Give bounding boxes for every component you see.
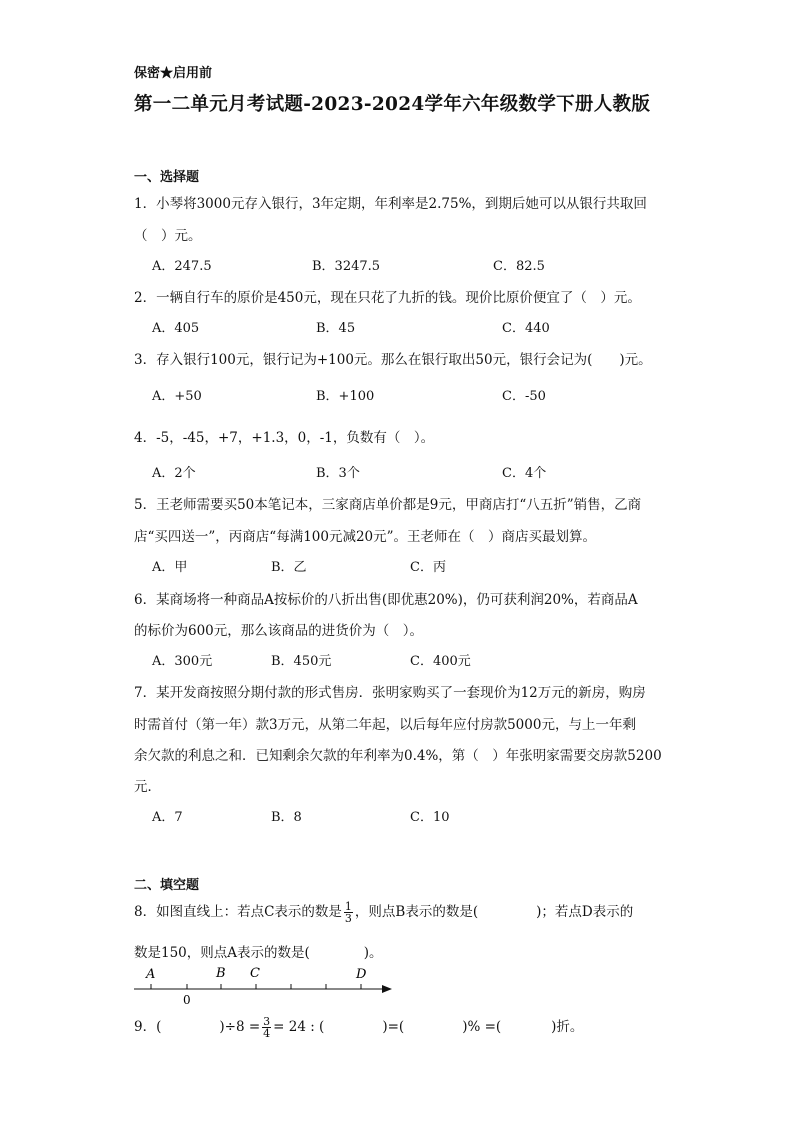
- q4-option-b[interactable]: B．3个: [316, 466, 360, 481]
- q5-option-c[interactable]: C．丙: [410, 560, 446, 575]
- q6-option-b[interactable]: B．450元: [271, 654, 332, 669]
- q7-text-line3: 余欠款的利息之和．已知剩余欠款的年利率为0.4%，第（ ）年张明家需要交房款5200: [134, 748, 662, 764]
- q1-option-c[interactable]: C．82.5: [493, 259, 545, 274]
- q8-text-part3: )；若点D表示的: [536, 904, 634, 920]
- label-b: B: [216, 966, 226, 981]
- q8-text-part2: ，则点B表示的数是(: [354, 904, 479, 920]
- q1-option-a[interactable]: A．247.5: [152, 259, 212, 274]
- q7-text-line2: 时需首付（第一年）款3万元，从第二年起，以后每年应付房款5000元，与上一年剩: [134, 717, 636, 733]
- label-zero: 0: [183, 993, 191, 1007]
- q7-option-b[interactable]: B．8: [271, 810, 302, 825]
- q3-text-line1: 3．存入银行100元，银行记为+100元。那么在银行取出50元，银行会记为( )元。: [134, 352, 652, 368]
- q8-fraction-denominator: 3: [344, 912, 352, 925]
- q8-text-line1: [134, 898, 633, 926]
- q9-text-p1: 9．(: [134, 1019, 162, 1035]
- q9-text-line1: [134, 1013, 583, 1041]
- number-line: [130, 962, 400, 1008]
- section-choice-heading: 一、选择题: [134, 170, 200, 185]
- q9-fraction-numerator: 3: [263, 1015, 271, 1028]
- q3-option-c[interactable]: C．-50: [502, 389, 546, 404]
- q9-text-p2: )÷8 =: [219, 1019, 261, 1035]
- confidential-label: 保密★启用前: [134, 66, 213, 81]
- q5-option-a[interactable]: A．甲: [152, 560, 188, 575]
- q8-fraction-numerator: 1: [344, 900, 352, 913]
- q3-option-b[interactable]: B．+100: [316, 389, 375, 404]
- q4-text-line1: 4．-5，-45，+7，+1.3，0，-1，负数有（ ）。: [134, 430, 435, 446]
- q9-text-p5: )% =(: [462, 1019, 502, 1035]
- q5-text-line1: 5．王老师需要买50本笔记本，三家商店单价都是9元，甲商店打“八五折”销售，乙商: [134, 497, 642, 513]
- q8-fraction: [344, 901, 353, 924]
- label-c: C: [250, 966, 260, 981]
- q4-option-a[interactable]: A．2个: [152, 466, 196, 481]
- q8-text-part1: 8．如图直线上：若点C表示的数是: [134, 904, 342, 920]
- label-d: D: [356, 967, 367, 982]
- q6-option-a[interactable]: A．300元: [152, 654, 213, 669]
- q2-option-c[interactable]: C．440: [502, 321, 550, 336]
- q9-text-p6: )折。: [551, 1019, 584, 1035]
- q9-text-p3: = 24 : (: [273, 1019, 325, 1035]
- number-line-arrow: [382, 985, 392, 993]
- q7-option-c[interactable]: C．10: [410, 810, 450, 825]
- q8-text-line2: 数是150，则点A表示的数是( )。: [134, 945, 383, 961]
- q3-option-a[interactable]: A．+50: [152, 389, 202, 404]
- q7-text-line4: 元．: [134, 779, 161, 795]
- q2-option-b[interactable]: B．45: [316, 321, 356, 336]
- q9-fraction: [262, 1016, 271, 1039]
- q2-option-a[interactable]: A．405: [152, 321, 200, 336]
- q9-fraction-denominator: 4: [263, 1027, 271, 1040]
- q2-text-line1: 2．一辆自行车的原价是450元，现在只花了九折的钱。现价比原价便宜了（ ）元。: [134, 290, 641, 306]
- q6-option-c[interactable]: C．400元: [410, 654, 471, 669]
- q4-option-c[interactable]: C．4个: [502, 466, 547, 481]
- q6-text-line2: 的标价为600元，那么该商品的进货价为（ ）。: [134, 623, 424, 639]
- label-a: A: [146, 967, 156, 982]
- q9-text-p4: )=(: [382, 1019, 405, 1035]
- q7-text-line1: 7．某开发商按照分期付款的形式售房．张明家购买了一套现价为12万元的新房，购房: [134, 685, 646, 701]
- q1-text-line1: 1．小琴将3000元存入银行，3年定期，年利率是2.75%，到期后她可以从银行共取回: [134, 196, 647, 212]
- section-fill-heading: 二、填空题: [134, 878, 200, 893]
- q7-option-a[interactable]: A．7: [152, 810, 183, 825]
- q1-text-line2: （ ）元。: [134, 228, 202, 244]
- page-title: 第一二单元月考试题-2023-2024学年六年级数学下册人教版: [134, 94, 651, 115]
- q1-option-b[interactable]: B．3247.5: [312, 259, 381, 274]
- q6-text-line1: 6．某商场将一种商品A按标价的八折出售(即优惠20%)，仍可获利润20%，若商品A: [134, 592, 638, 608]
- q5-text-line2: 店“买四送一”，丙商店“每满100元减20元”。王老师在（ ）商店买最划算。: [134, 529, 597, 545]
- q5-option-b[interactable]: B．乙: [271, 560, 307, 575]
